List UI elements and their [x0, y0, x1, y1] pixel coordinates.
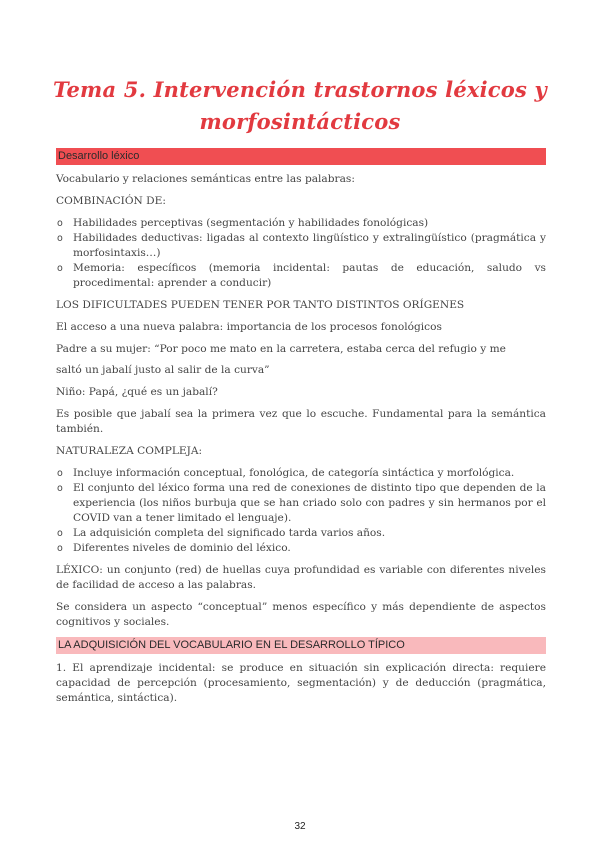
document-body	[56, 148, 546, 713]
list-item: o El conjunto del léxico forma una red de conexiones de distinto tipo que dependen de la experiencia (los niños burbuja que se han criado solo con padres y sin hermanos por el COVID van a tener limitado el lenguaje).	[56, 481, 546, 526]
combination-list	[56, 216, 546, 291]
list-item: o Memoria: específicos (memoria incidental: pautas de educación, saludo vs procedimental: aprender a conducir)	[56, 261, 546, 291]
list-item: o Habilidades deductivas: ligadas al contexto lingüístico y extralingüístico (pragmática y morfosintaxis…)	[56, 231, 546, 261]
paragraph-child: Niño: Papá, ¿qué es un jabalí?	[56, 386, 218, 398]
paragraph-origins: LOS DIFICULTADES PUEDEN TENER POR TANTO DISTINTOS ORÍGENES	[56, 299, 465, 311]
paragraph-combination-label: COMBINACIÓN DE:	[56, 195, 166, 207]
paragraph-intro: Vocabulario y relaciones semánticas entre las palabras:	[56, 173, 355, 185]
section-heading-adquisicion: LA ADQUISICIÓN DEL VOCABULARIO EN EL DESARROLLO TÍPICO	[56, 637, 546, 654]
paragraph-possible: Es posible que jabalí sea la primera vez que lo escuche. Fundamental para la semántica también.	[56, 408, 546, 435]
paragraph-quote-line1: Padre a su mujer: “Por poco me mato en la carretera, estaba cerca del refugio y me	[56, 343, 506, 355]
paragraph-incidental: 1. El aprendizaje incidental: se produce en situación sin explicación directa: requiere capacidad de percepción (procesamiento, segmentación) y de deducción (pragmática, semántica, sintáctica).	[56, 662, 546, 704]
section-heading-desarrollo-lexico: Desarrollo léxico	[56, 148, 546, 165]
paragraph-conceptual: Se considera un aspecto “conceptual” menos específico y más dependiente de aspectos cognitivos y sociales.	[56, 601, 546, 628]
page-number: 32	[294, 821, 306, 832]
page-title: Tema 5. Intervención trastornos léxicos y morfosintácticos	[53, 77, 547, 134]
paragraph-quote-line2: saltó un jabalí justo al salir de la curva”	[56, 364, 270, 376]
paragraph-lexicon: LÉXICO: un conjunto (red) de huellas cuya profundidad es variable con diferentes niveles de facilidad de acceso a las palabras.	[56, 564, 546, 591]
paragraph-complex-label: NATURALEZA COMPLEJA:	[56, 445, 203, 457]
list-item: o La adquisición completa del significado tarda varios años.	[56, 526, 546, 541]
complex-list	[56, 466, 546, 556]
list-item: o Diferentes niveles de dominio del léxico.	[56, 541, 546, 556]
list-item: o Habilidades perceptivas (segmentación y habilidades fonológicas)	[56, 216, 546, 231]
paragraph-access: El acceso a una nueva palabra: importancia de los procesos fonológicos	[56, 321, 442, 333]
list-item: o Incluye información conceptual, fonológica, de categoría sintáctica y morfológica.	[56, 466, 546, 481]
